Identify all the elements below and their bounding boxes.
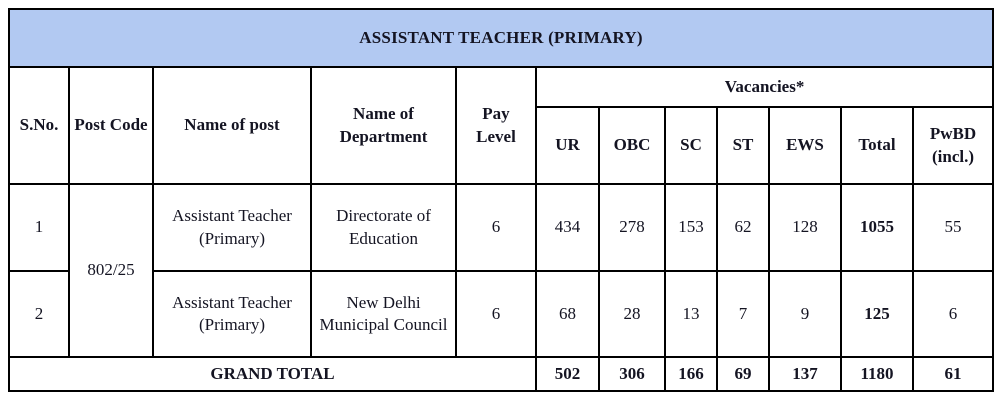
grand-total-obc: 306 xyxy=(599,357,665,391)
cell-ur: 68 xyxy=(536,271,599,357)
table-row-2 xyxy=(9,271,993,357)
header-row-group xyxy=(9,67,993,107)
col-header-sno: S.No. xyxy=(9,67,69,184)
col-header-total: Total xyxy=(841,107,913,184)
grand-total-sc: 166 xyxy=(665,357,717,391)
cell-name-of-post: Assistant Teacher (Primary) xyxy=(153,271,311,357)
grand-total-st: 69 xyxy=(717,357,769,391)
cell-pwbd: 55 xyxy=(913,184,993,271)
cell-sno: 2 xyxy=(9,271,69,357)
cell-total: 1055 xyxy=(841,184,913,271)
cell-obc: 278 xyxy=(599,184,665,271)
grand-total-label: GRAND TOTAL xyxy=(9,357,536,391)
cell-post-code: 802/25 xyxy=(69,184,153,357)
cell-pay-level: 6 xyxy=(456,184,536,271)
col-header-obc: OBC xyxy=(599,107,665,184)
title-row xyxy=(9,9,993,67)
cell-pwbd: 6 xyxy=(913,271,993,357)
cell-total: 125 xyxy=(841,271,913,357)
cell-ur: 434 xyxy=(536,184,599,271)
col-header-ur: UR xyxy=(536,107,599,184)
vacancy-table xyxy=(8,8,994,392)
cell-sno: 1 xyxy=(9,184,69,271)
col-header-ews: EWS xyxy=(769,107,841,184)
cell-name-of-post: Assistant Teacher (Primary) xyxy=(153,184,311,271)
cell-ews: 9 xyxy=(769,271,841,357)
grand-total-ur: 502 xyxy=(536,357,599,391)
cell-obc: 28 xyxy=(599,271,665,357)
col-header-name-of-post: Name of post xyxy=(153,67,311,184)
col-header-vacancies-group: Vacancies* xyxy=(536,67,993,107)
grand-total-pwbd: 61 xyxy=(913,357,993,391)
cell-st: 7 xyxy=(717,271,769,357)
cell-sc: 13 xyxy=(665,271,717,357)
grand-total-total: 1180 xyxy=(841,357,913,391)
grand-total-row xyxy=(9,357,993,391)
cell-ews: 128 xyxy=(769,184,841,271)
cell-st: 62 xyxy=(717,184,769,271)
page-title: ASSISTANT TEACHER (PRIMARY) xyxy=(9,9,993,67)
cell-pay-level: 6 xyxy=(456,271,536,357)
cell-department: New Delhi Municipal Council xyxy=(311,271,456,357)
table-row-1 xyxy=(9,184,993,271)
col-header-pay-level: Pay Level xyxy=(456,67,536,184)
grand-total-ews: 137 xyxy=(769,357,841,391)
col-header-post-code: Post Code xyxy=(69,67,153,184)
cell-sc: 153 xyxy=(665,184,717,271)
col-header-sc: SC xyxy=(665,107,717,184)
col-header-pwbd: PwBD (incl.) xyxy=(913,107,993,184)
col-header-st: ST xyxy=(717,107,769,184)
cell-department: Directorate of Education xyxy=(311,184,456,271)
col-header-department: Name of Department xyxy=(311,67,456,184)
